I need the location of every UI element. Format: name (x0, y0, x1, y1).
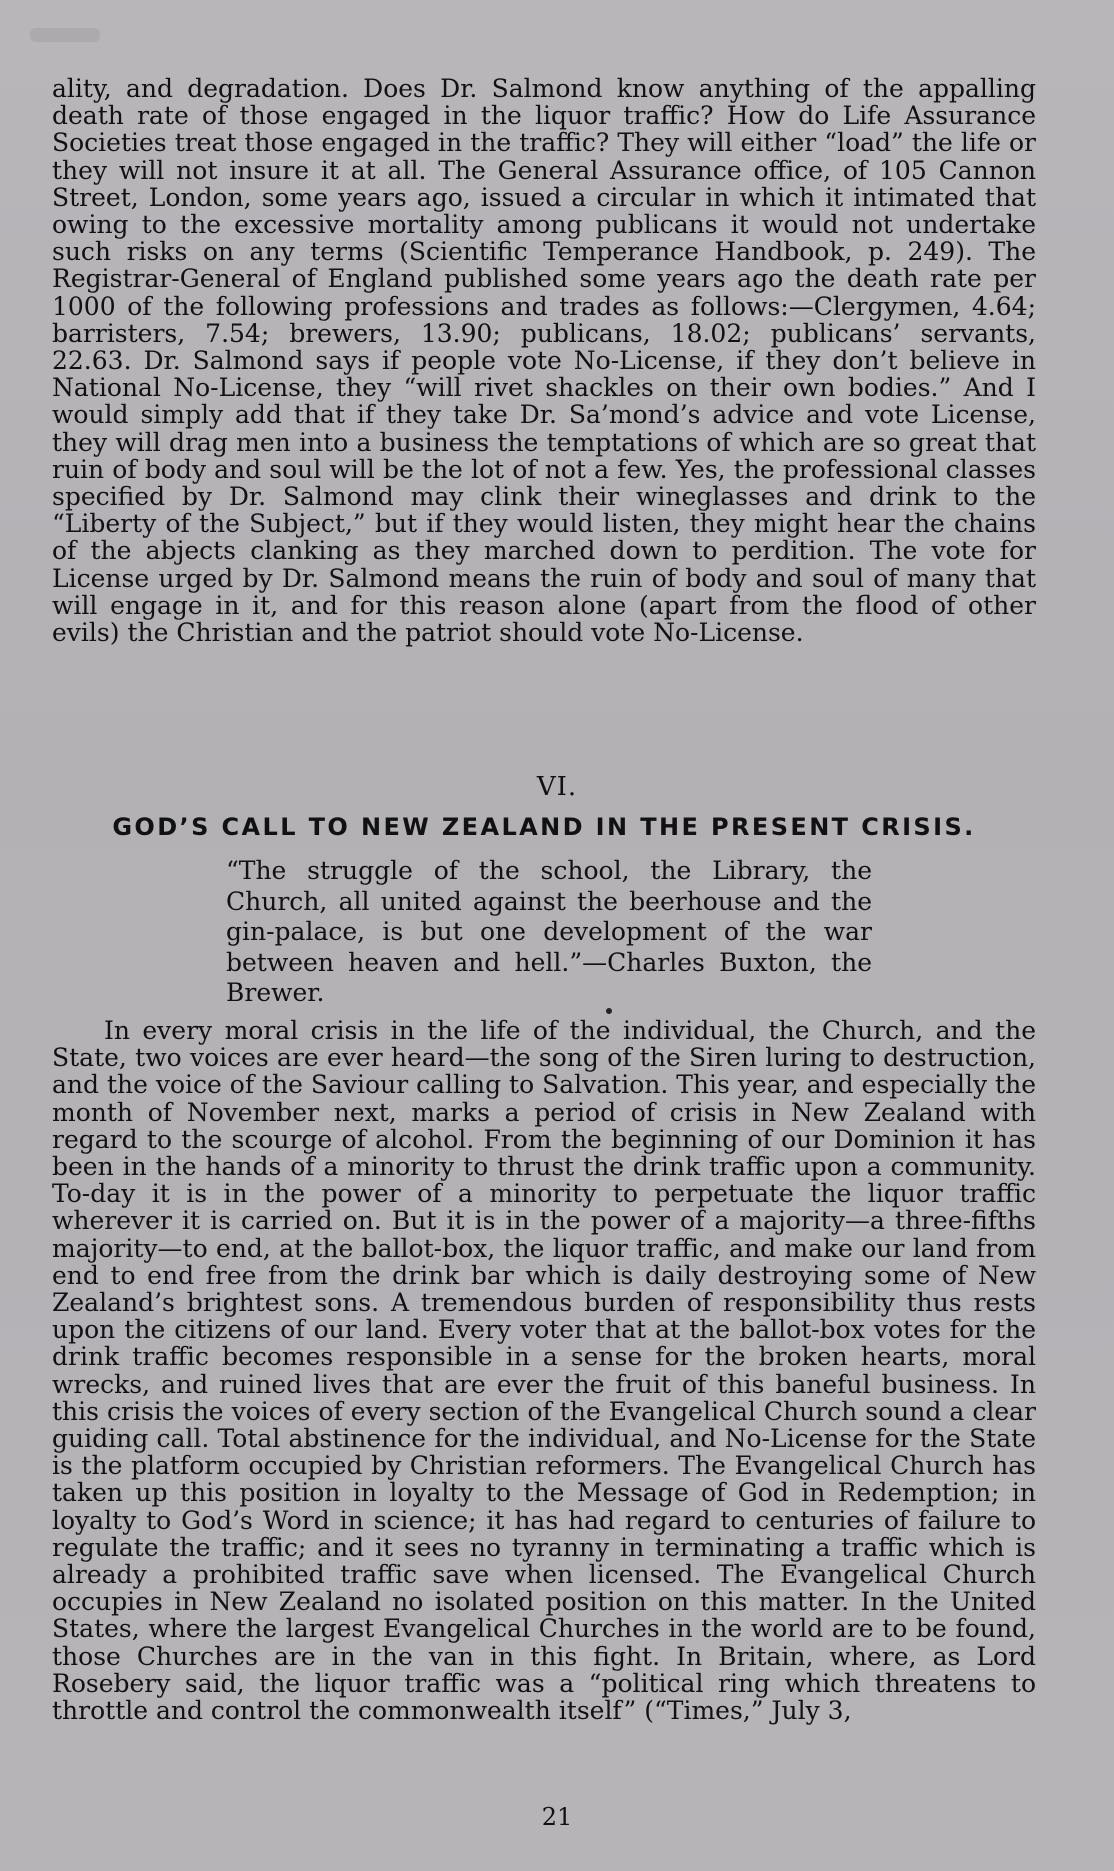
section-title: GOD’S CALL TO NEW ZEALAND IN THE PRESENT CRISIS. (112, 813, 976, 841)
continued-paragraph: ality, and degradation. Does Dr. Salmond know anything of the appalling death rate of those engaged in the liquor traffic? How do Life Assurance Societies treat those engaged in the traffic? They will either “load” the life or they will not insure it at all. The General Assurance office, of 105 Cannon Street, London, some years ago, issued a circular in which it intimated that owing to the excessive mortality among publicans it would not undertake such risks on any terms (Scientific Temperance Handbook, p. 249). The Registrar-General of England published some years ago the death rate per 1000 of the following professions and trades as follows:—Clergymen, 4.64; barristers, 7.54; brewers, 13.90; publicans, 18.02; publicans’ servants, 22.63. Dr. Salmond says if people vote No-License, if they don’t believe in National No-License, they “will rivet shackles on their own bodies.” And I would simply add that if they take Dr. Sa’mond’s advice and vote License, they will drag men into a business the temptations of which are so great that ruin of body and soul will be the lot of not a few. Yes, the professional classes specified by Dr. Salmond may clink their wineglasses and drink to the “Liberty of the Subject,” but if they would listen, they might hear the chains of the abjects clanking as they marched down to perdition. The vote for License urged by Dr. Salmond means the ruin of body and soul of many that will engage in it, and for this reason alone (apart from the flood of other evils) the Christian and the patriot should vote No-License. (52, 74, 1036, 648)
ink-dot (606, 1008, 612, 1014)
section-paragraph: In every moral crisis in the life of the individual, the Church, and the State, two voices are ever heard—the song of the Siren luring to destruction, and the voice of the Saviour calling to Salvation. This year, and especially the month of November next, marks a period of crisis in New Zealand with regard to the scourge of alcohol. From the beginning of our Dominion it has been in the hands of a minority to thrust the drink traffic upon a community. To-day it is in the power of a minority to perpetuate the liquor traffic wherever it is carried on. But it is in the power of a majority—a three-fifths majority—to end, at the ballot-box, the liquor traffic, and make our land from end to end free from the drink bar which is daily destroying some of New Zealand’s brightest sons. A tremendous burden of responsibility thus rests upon the citizens of our land. Every voter that at the ballot-box votes for the drink traffic becomes responsible in a sense for the broken hearts, moral wrecks, and ruined lives that are ever the fruit of this baneful business. In this crisis the voices of every section of the Evangelical Church sound a clear guiding call. Total abstinence for the individual, and No-License for the State is the platform occupied by Christian reformers. The Evangelical Church has taken up this position in loyalty to the Message of God in Redemption; in loyalty to God’s Word in science; it has had regard to centuries of failure to regulate the traffic; and it sees no tyranny in terminating a traffic which is already a prohibited traffic save when licensed. The Evangelical Church occupies in New Zealand no isolated position on this matter. In the United States, where the largest Evangelical Churches in the world are to be found, those Churches are in the van in this fight. In Britain, where, as Lord Rosebery said, the liquor traffic was a “political ring which threatens to throttle and control the commonwealth itself” (“Times,” July 3, (52, 1016, 1036, 1726)
epigraph-quote: “The struggle of the school, the Library, the Church, all united against the beerhouse and the gin-palace, is but one development of the war between heaven and hell.”—Charles Buxton, the Brewer. (226, 856, 872, 1007)
page-stain (30, 28, 100, 42)
section-number: VI. (536, 772, 578, 802)
page-number: 21 (541, 1803, 573, 1831)
